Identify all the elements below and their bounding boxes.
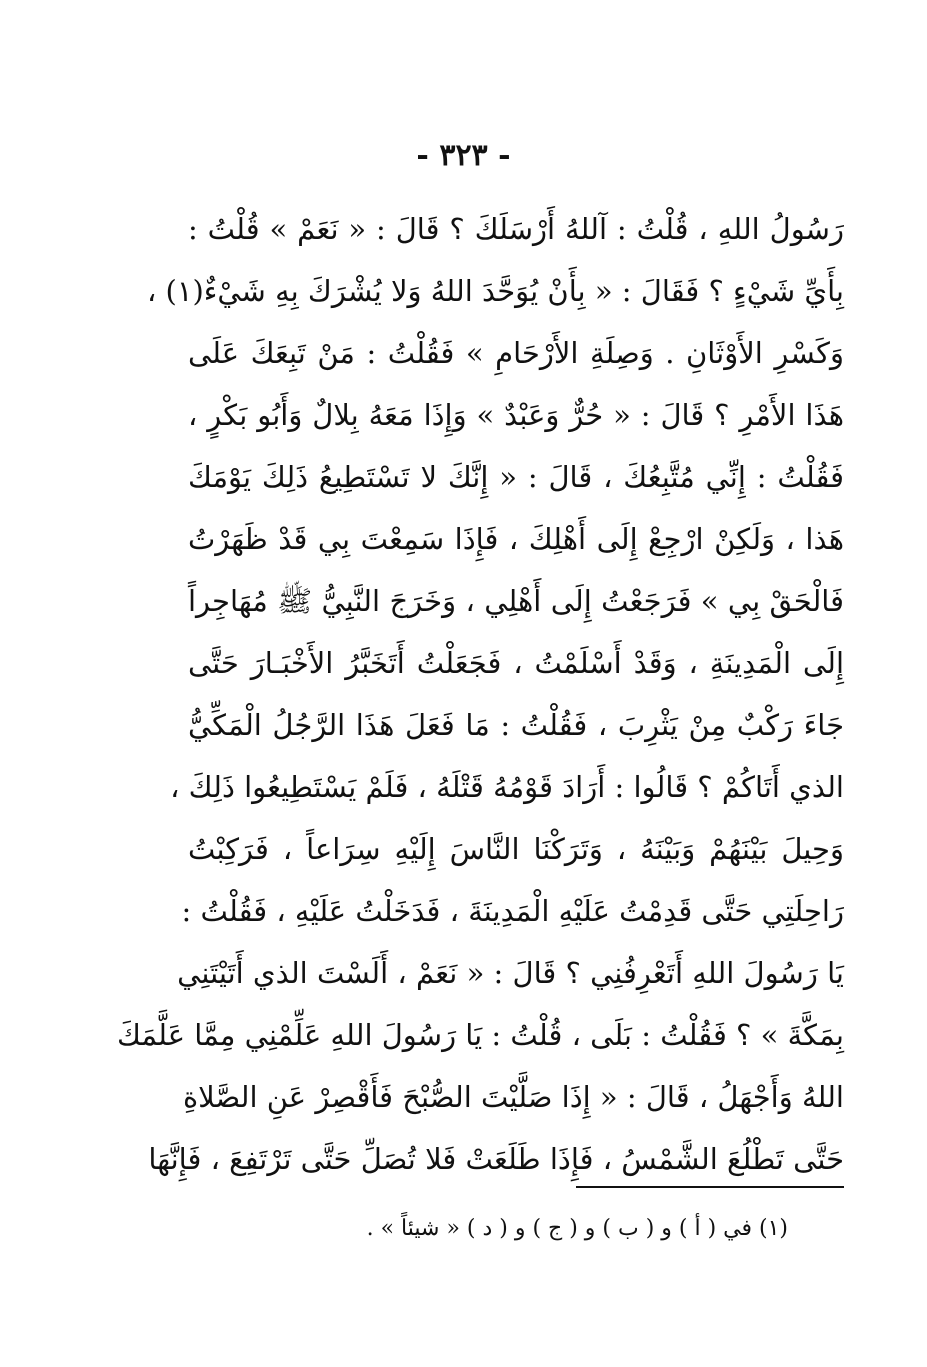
- page-number: - ٣٢٣ -: [416, 138, 511, 173]
- text-line-16: حَتَّى تَطْلُعَ الشَّمْسُ ، فَإِذَا طَلَعَتْ فَلا تُصَلِّ حَتَّى تَرْتَفِعَ ، فَإِنَّهَا: [148, 1142, 844, 1176]
- footnote: (١) في ( أ ) و ( ب ) و ( ج ) و ( د ) « شيئاً » .: [366, 1216, 788, 1241]
- text-line-6: هَذا ، وَلَكِنْ ارْجِعْ إِلَى أَهْلِكَ ، فَإِذَا سَمِعْتَ بِي قَدْ ظَهَرْتُ: [188, 522, 844, 556]
- text-line-3: وَكَسْرِ الأَوْثَانِ . وَصِلَةِ الأَرْحَامِ » فَقُلْتُ : مَنْ تَبِعَكَ عَلَى: [188, 336, 844, 370]
- text-line-1: رَسُولُ اللهِ ، قُلْتُ : آللهُ أَرْسَلَكَ ؟ قَالَ : « نَعَمْ » قُلْتُ :: [188, 212, 844, 246]
- text-line-13: يَا رَسُولَ اللهِ أَتَعْرِفُنِي ؟ قَالَ : « نَعَمْ ، أَلَسْتَ الذي أَتَيْتَنِي: [177, 956, 844, 990]
- text-line-14: بِمَكَّةَ » ؟ فَقُلْتُ : بَلَى ، قُلْتُ : يَا رَسُولَ اللهِ عَلِّمْنِي مِمَّا عَلَّمَكَ: [116, 1018, 844, 1052]
- text-line-15: اللهُ وَأَجْهَلُ ، قَالَ : « إِذَا صَلَّيْتَ الصُّبْحَ فَأَقْصِرْ عَنِ الصَّلاةِ: [182, 1080, 844, 1114]
- main-text: [116, 198, 844, 1190]
- text-line-8: إِلَى الْمَدِينَةِ ، وَقَدْ أَسْلَمْتُ ، فَجَعَلْتُ أَتَخَبَّرُ الأَخْبَـارَ حَتَّى: [188, 646, 844, 680]
- footnote-divider: [576, 1186, 844, 1188]
- text-line-4: هَذَا الأَمْرِ ؟ قَالَ : « حُرٌّ وَعَبْدٌ » وَإِذَا مَعَهُ بِلالٌ وَأَبُو بَكْرٍ ،: [188, 398, 844, 432]
- text-line-2: بِأَيِّ شَيْءٍ ؟ فَقَالَ : « بِأَنْ يُوَحَّدَ اللهُ وَلا يُشْرَكَ بِهِ شَيْءٌ(١) ،: [146, 274, 844, 308]
- text-line-5: فَقُلْتُ : إِنِّي مُتَّبِعُكَ ، قَالَ : « إِنَّكَ لا تَسْتَطِيعُ ذَلِكَ يَوْمَكَ: [188, 460, 844, 494]
- text-line-10: الذي أَتَاكُمْ ؟ قَالُوا : أَرَادَ قَوْمُهُ قَتْلَهُ ، فَلَمْ يَسْتَطِيعُوا ذَلِكَ ،: [170, 770, 844, 804]
- text-line-11: وَحِيلَ بَيْنَهُمْ وَبَيْنَهُ ، وَتَرَكْنَا النَّاسَ إِلَيْهِ سِرَاعاً ، فَرَكِبْتُ: [188, 832, 844, 866]
- text-line-7: فَالْحَقْ بِي » فَرَجَعْتُ إِلَى أَهْلِي ، وَخَرَجَ النَّبِيُّ ﷺ مُهَاجِراً: [188, 584, 844, 618]
- text-line-12: رَاحِلَتِي حَتَّى قَدِمْتُ عَلَيْهِ الْمَدِينَةَ ، فَدَخَلْتُ عَلَيْهِ ، فَقُلْتُ :: [181, 894, 844, 928]
- text-line-9: جَاءَ رَكْبٌ مِنْ يَثْرِبَ ، فَقُلْتُ : مَا فَعَلَ هَذَا الرَّجُلُ الْمَكِّيُّ: [188, 708, 844, 742]
